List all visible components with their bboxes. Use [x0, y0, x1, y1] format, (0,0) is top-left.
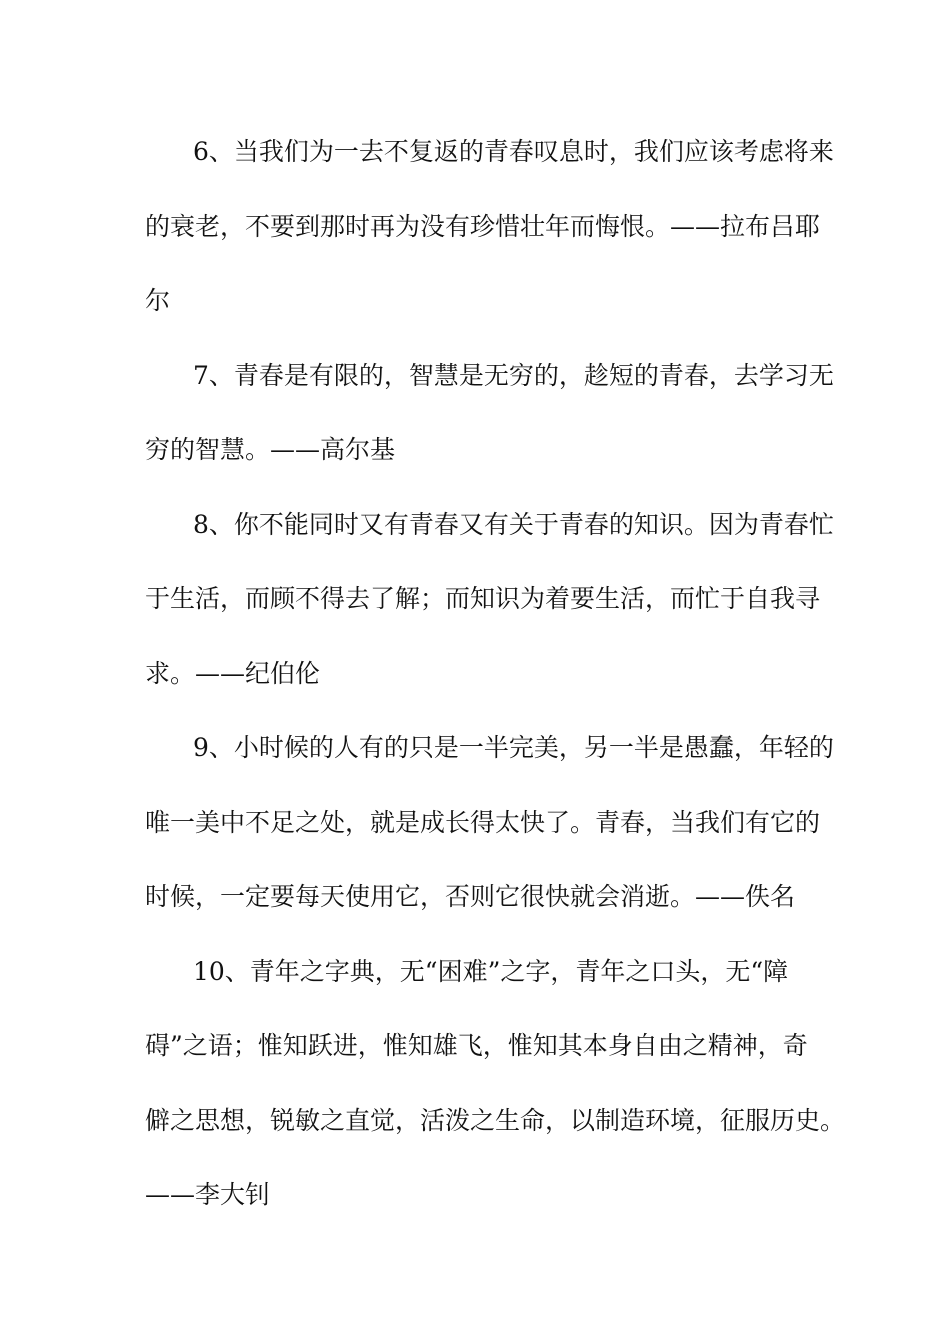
quote-10-line-3: 僻之思想，锐敏之直觉，活泼之生命，以制造环境，征服历史。: [145, 1105, 846, 1135]
quote-8-line-2: 于生活，而顾不得去了解；而知识为着要生活，而忙于自我寻: [145, 584, 821, 613]
quote-10-line-2: 碍”之语；惟知跃进，惟知雄飞，惟知其本身自由之精神，奇: [145, 1031, 808, 1060]
quote-6-line-3: 尔: [145, 286, 171, 315]
quote-7-line-1: 7、青春是有限的，智慧是无穷的，趁短的青春，去学习无: [193, 360, 834, 390]
quote-8-line-3: 求。——纪伯伦: [145, 658, 321, 688]
quote-10-line-1: 10、青年之字典，无“困难”之字，青年之口头，无“障: [193, 956, 789, 986]
quote-9-line-3: 时候，一定要每天使用它，否则它很快就会消逝。——佚名: [145, 882, 796, 911]
quote-8-line-1: 8、你不能同时又有青春又有关于青春的知识。因为青春忙: [193, 509, 834, 539]
quote-text-block: [145, 127, 846, 1245]
quote-9-line-2: 唯一美中不足之处，就是成长得太快了。青春，当我们有它的: [145, 807, 821, 837]
quote-7-line-2: 穷的智慧。——高尔基: [145, 435, 396, 464]
quote-6-line-2: 的衰老，不要到那时再为没有珍惜壮年而悔恨。——拉布吕耶: [145, 211, 821, 241]
quote-6-line-1: 6、当我们为一去不复返的青春叹息时，我们应该考虑将来: [193, 137, 834, 166]
quote-10-line-4: ——李大钊: [145, 1180, 271, 1209]
quote-9-line-1: 9、小时候的人有的只是一半完美，另一半是愚蠢，年轻的: [193, 733, 834, 762]
